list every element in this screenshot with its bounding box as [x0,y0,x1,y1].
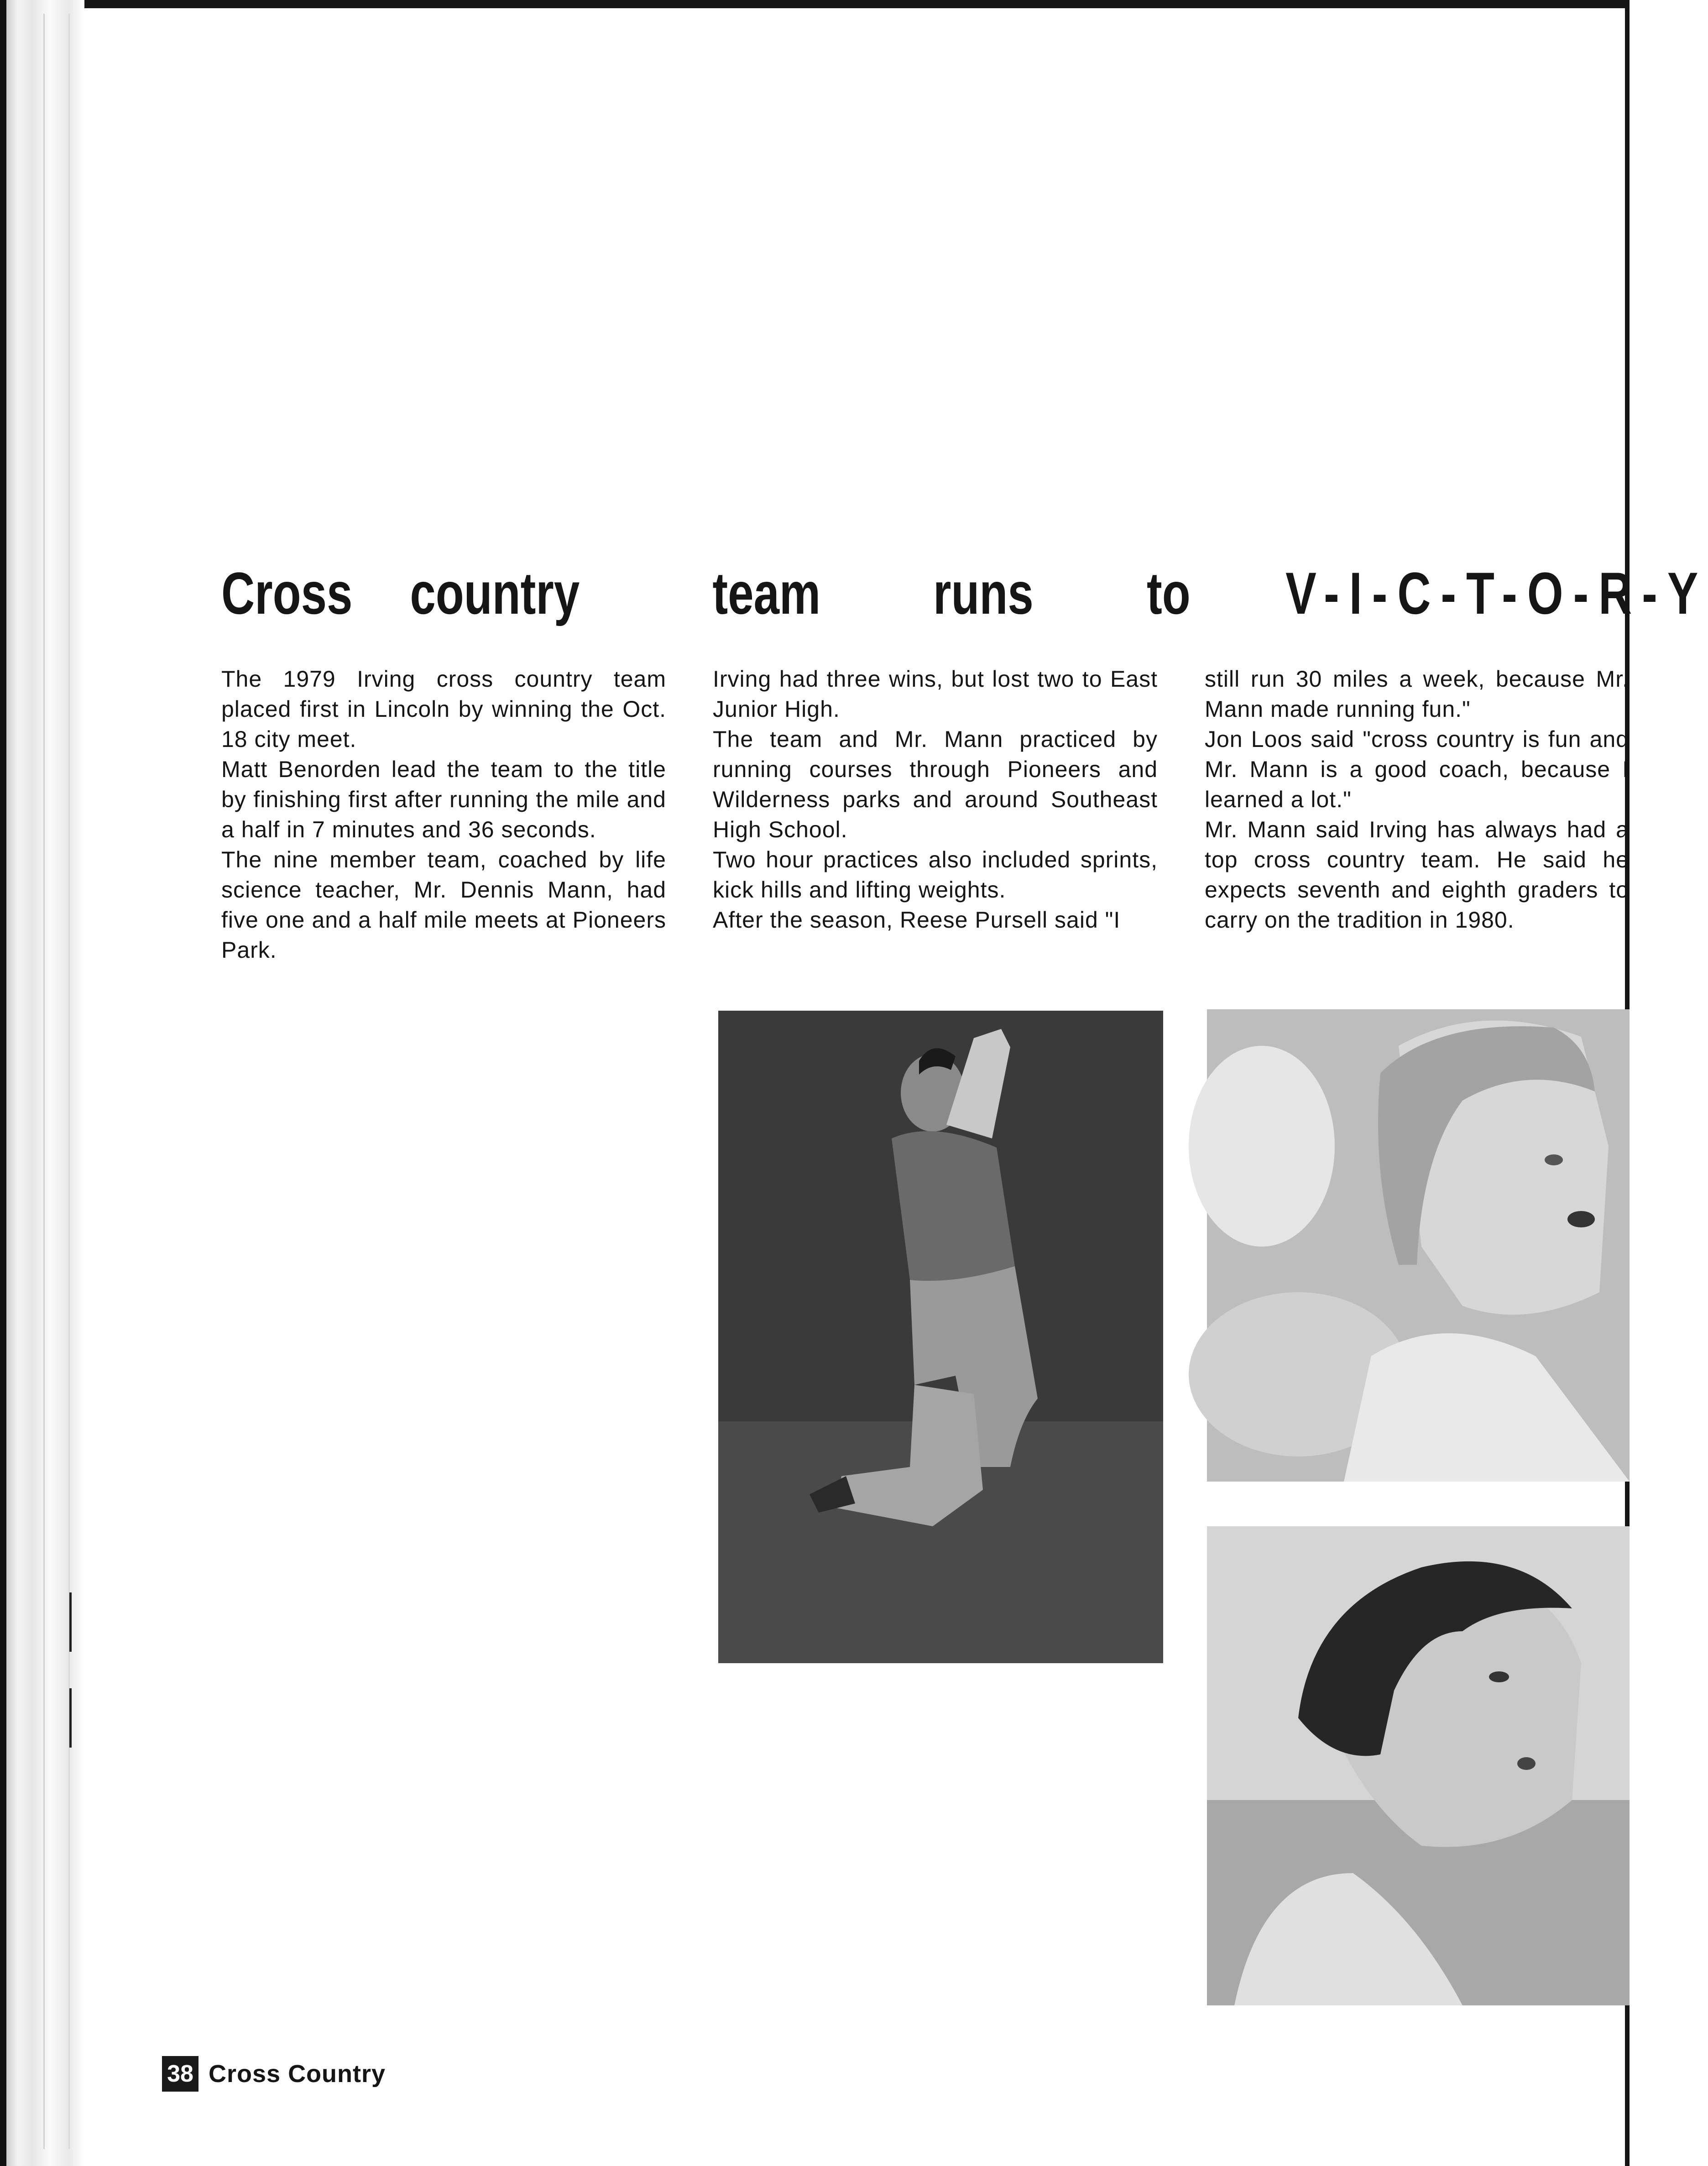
paragraph: Mr. Mann said Irving has always had a top cross country team. He said he expects seventh and eighth graders to carry on the tradition in 1980. [1205,817,1629,933]
headline-word: country [410,560,580,626]
page-number: 38 [162,2056,198,2092]
kneeling-runner-illustration [718,1011,1163,1663]
runner-profile-illustration [1207,1526,1630,2005]
runner-closeup-photo-top [1207,1009,1630,1482]
headline-word: runs [933,560,1034,626]
article-column-1 [221,664,666,965]
article-column-2 [713,664,1158,935]
paragraph: The nine member team, coached by life science teacher, Mr. Dennis Mann, had five one and a half mile meets at Pioneers Park. [221,847,666,963]
headline-word: Cross [221,560,353,626]
page-top-edge [0,0,1630,8]
paragraph: The team and Mr. Mann practiced by running courses through Pioneers and Wilderness parks and around Southeast High School. [713,726,1158,842]
paragraph: Two hour practices also included sprints, kick hills and lifting weights. [713,847,1158,903]
paragraph: Matt Benorden lead the team to the title by finishing first after running the mile and a half in 7 minutes and 36 seconds. [221,757,666,842]
headline-word: to [1147,560,1191,626]
article-column-3 [1205,664,1629,935]
paragraph: still run 30 miles a week, because Mr. Mann made running fun." [1205,666,1629,722]
paragraph: Irving had three wins, but lost two to East Junior High. [713,666,1158,722]
headline [221,559,1708,664]
runner-closeup-photo-bottom [1207,1526,1630,2005]
section-title: Cross Country [209,2060,386,2088]
runner-face-illustration [1207,1009,1630,1482]
kneeling-runner-photo [718,1011,1163,1663]
headline-word: V-I-C-T-O-R-Y [1285,560,1708,626]
book-binding [0,0,84,2166]
paragraph: The 1979 Irving cross country team placed first in Lincoln by winning the Oct. 18 city meet. [221,666,666,752]
headline-word: team [712,560,821,626]
page-footer [162,2056,386,2092]
paragraph: After the season, Reese Pursell said "I [713,907,1121,933]
paragraph: Jon Loos said "cross country is fun and Mr. Mann is a good coach, because I learned a lot." [1205,726,1629,812]
